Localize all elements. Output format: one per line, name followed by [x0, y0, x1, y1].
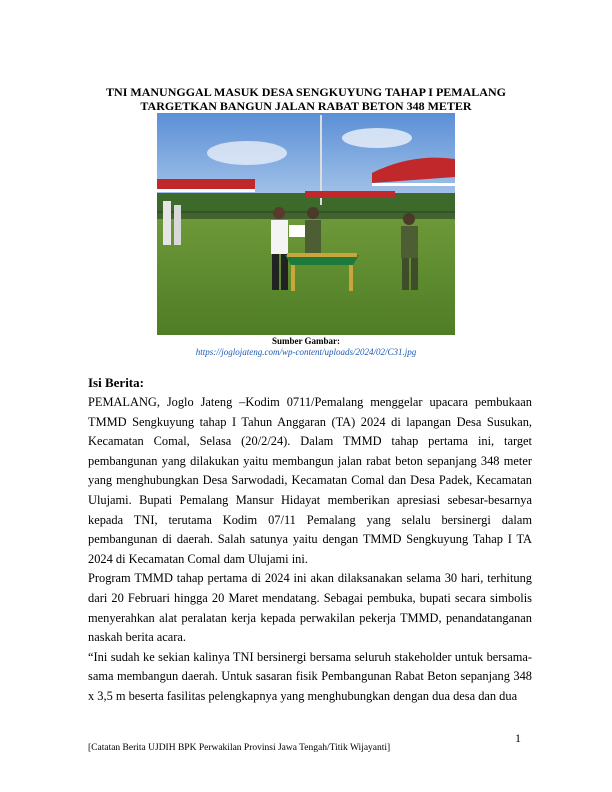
image-caption [60, 336, 552, 358]
article-body [88, 393, 532, 707]
section-heading: Isi Berita: [88, 375, 144, 390]
paragraph-3: “Ini sudah ke sekian kalinya TNI bersinergi bersama seluruh stakeholder untuk bersama-sama membangun daerah. Untuk sasaran fisik Pembangunan Rabat Beton sepanjang 348 x 3,5 m beserta fasilitas pelengkapnya yang menghubungkan dengan dua desa dan dua [88, 649, 532, 703]
news-photo [157, 113, 455, 335]
page-number: 1 [515, 731, 521, 745]
caption-url-link[interactable]: https://joglojateng.com/wp-content/uploads/2024/02/C31.jpg [195, 347, 417, 357]
title-line-1: TNI MANUNGGAL MASUK DESA SENGKUYUNG TAHAP I PEMALANG [106, 85, 506, 99]
caption-label: Sumber Gambar: [271, 336, 341, 346]
paragraph-1: PEMALANG, Joglo Jateng –Kodim 0711/Pemalang menggelar upacara pembukaan TMMD Sengkuyung tahap I Tahun Anggaran (TA) 2024 di lapangan Desa Susukan, Kecamatan Comal, Selasa (20/2/24). Dalam TMMD tahap pertama ini, target pembangunan yang dilakukan yaitu membangun jalan rabat beton sepanjang 348 meter yang menghubungkan Desa Sarwodadi, Kecamatan Comal dan Desa Padek, Kecamatan Ulujami. Bupati Pemalang Mansur Hidayat memberikan apresiasi sebesar-besarnya kepada TNI, terutama Kodim 07/11 Pemalang yang selalu bersinergi dalam pembangunan di daerah. Salah satunya yaitu dengan TMMD Sengkuyung Tahap I TA 2024 di Kecamatan Comal dam Ulujami ini. [88, 395, 532, 566]
footer-note: [Catatan Berita UJDIH BPK Perwakilan Provinsi Jawa Tengah/Titik Wijayanti] [88, 743, 391, 753]
title-line-2: TARGETKAN BANGUN JALAN RABAT BETON 348 METER [140, 99, 472, 113]
document-title [60, 85, 552, 113]
paragraph-2: Program TMMD tahap pertama di 2024 ini akan dilaksanakan selama 30 hari, terhitung dari 20 Februari hingga 20 Maret mendatang. Sebagai pembuka, bupati secara simbolis menyerahkan alat peralatan kerja kepada perwakilan pekerja TMMD, penandatanganan naskah berita acara. [88, 571, 532, 645]
